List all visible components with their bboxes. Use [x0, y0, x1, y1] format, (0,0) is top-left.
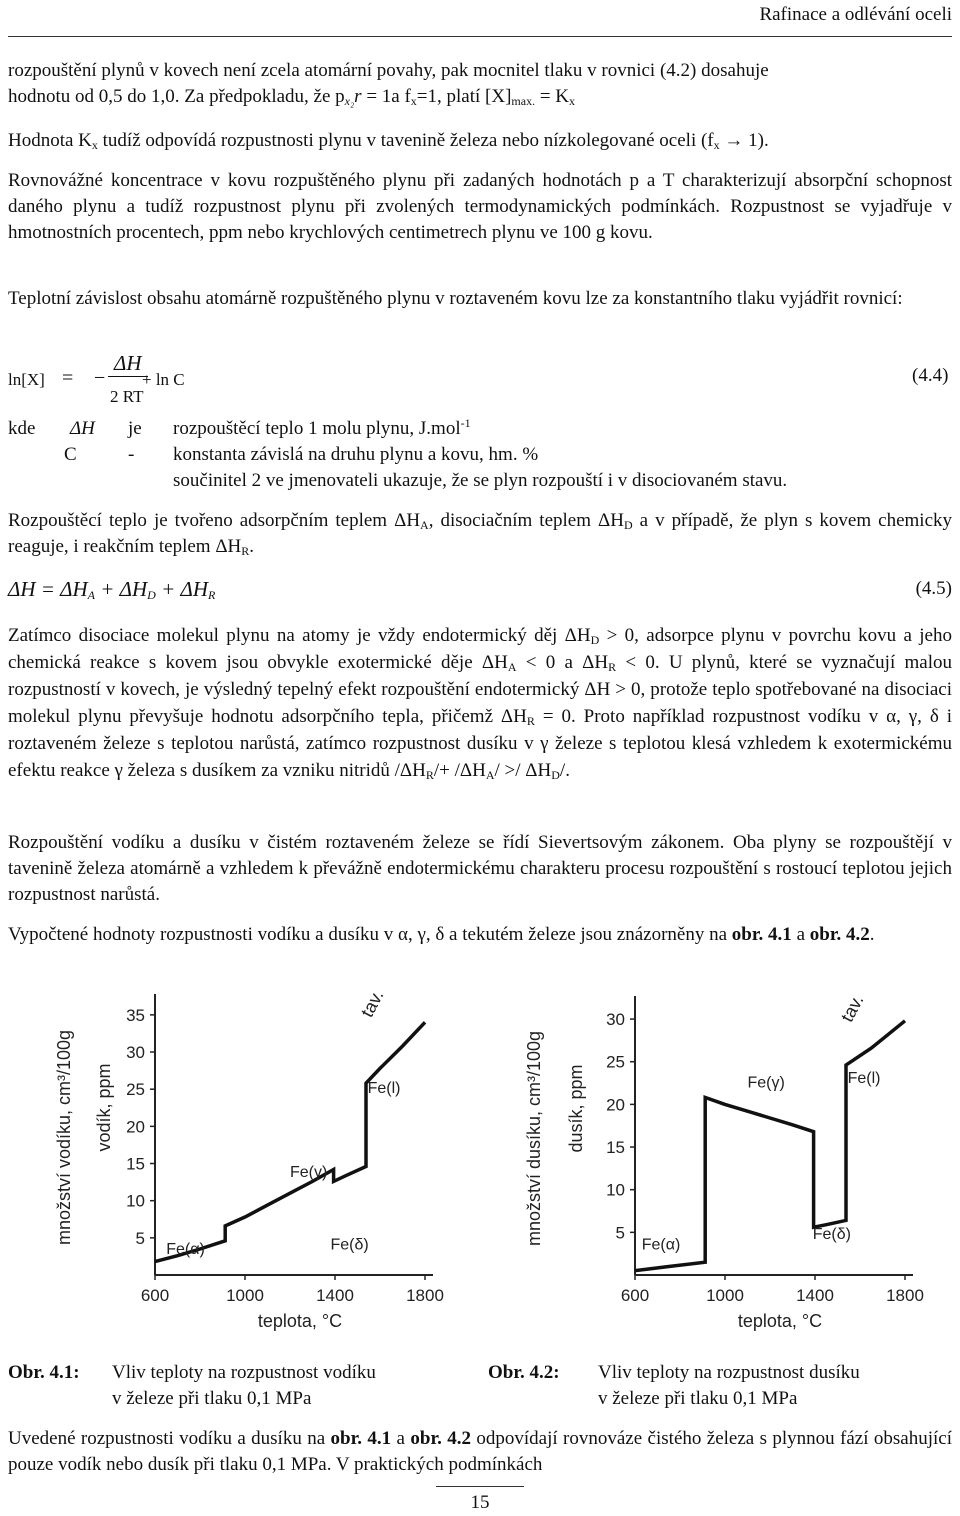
annotation: tav.	[356, 986, 388, 1021]
x-tick-label: 1000	[226, 1286, 264, 1305]
x-tick-label: 1400	[796, 1286, 834, 1305]
x-tick-label: 1800	[406, 1286, 444, 1305]
paragraph-5: Rozpouštěcí teplo je tvořeno adsorpčním teplem $\Delta H_A$, disociačním teplem $\Delta H_D$ a v případě, že plyn s kovem chemicky reaguje, i reakčním teplem $\Delta H_R$.	[8, 510, 953, 558]
x-axis-label: teplota, °C	[737, 1311, 823, 1331]
x-tick-label: 1400	[316, 1286, 354, 1305]
figure-nitrogen-solubility	[510, 990, 930, 1340]
y-tick-label: 30	[126, 1043, 145, 1063]
equation-4-5: $\Delta H = \Delta H_A + \Delta H_D + \Delta H_R$ (4.5)	[8, 577, 952, 602]
y-tick-label: 25	[126, 1080, 145, 1100]
y-tick-label: 35	[126, 1005, 145, 1025]
paragraph-7: Rozpouštění vodíku a dusíku v čistém roztaveném železe se řídí Sievertsovým zákonem. Oba plyny se rozpouštějí v tavenině železa atomárně a vzhledem k převážně endotermickému charakteru procesu rozpouštění s rostoucí teplotou jejich rozpustnost narůstá.	[8, 832, 952, 905]
y-tick-label: 30	[606, 1010, 625, 1030]
page-number-rule	[436, 1486, 524, 1487]
x-tick-label: 1000	[706, 1286, 744, 1305]
x-tick-label: 600	[140, 1286, 170, 1305]
series-line-H2	[155, 1022, 425, 1261]
y-axis-label-outer: množství dusíku, cm³/100g	[524, 1030, 544, 1247]
paragraph-9: Uvedené rozpustnosti vodíku a dusíku na obr. 4.1 a obr. 4.2 odpovídají rovnováze čistého železa s plynnou fází obsahující pouze vodík nebo dusík při tlaku 0,1 MPa. V praktických podmínkách	[8, 1428, 952, 1475]
page-header	[8, 0, 952, 37]
annotation: Fe(δ)	[812, 1226, 851, 1244]
series-line-N2	[635, 1021, 905, 1271]
annotation: Fe(γ)	[747, 1074, 785, 1092]
y-tick-label: 15	[606, 1138, 625, 1158]
figure-hydrogen-solubility	[40, 986, 444, 1340]
x-tick-label: 600	[620, 1286, 650, 1305]
annotation: Fe(δ)	[330, 1236, 369, 1254]
paragraph-3: Rovnovážné koncentrace v kovu rozpuštěného plynu při zadaných hodnotách p a T charakterizují absorpční schopnost daného plynu a tudíž rozpustnost plynu při zvolených termodynamických podmínkách. Rozpustnost se vyjadřuje v hmotnostních procentech, ppm nebo krychlových centimetrech plynu ve 100 g kovu.	[8, 170, 952, 243]
caption-fig-4-1: Obr. 4.1: Vliv teploty na rozpustnost vodíku v železe při tlaku 0,1 MPa	[8, 1362, 376, 1409]
y-axis-label-inner: vodík, ppm	[94, 1063, 114, 1152]
x-axis-label: teplota, °C	[257, 1311, 343, 1331]
y-tick-label: 15	[126, 1154, 145, 1174]
annotation: Fe(l)	[847, 1070, 881, 1088]
y-tick-label: 5	[135, 1228, 145, 1248]
y-tick-label: 20	[606, 1095, 625, 1115]
y-tick-label: 25	[606, 1052, 625, 1072]
paragraph-1: rozpouštění plynů v kovech není zcela atomární povahy, pak mocnitel tlaku v rovnici (4.2) dosahuje hodnotu od 0,5 do 1,0. Za předpokladu, že $p_{x_2}r = 1a$ $f_x=1$, platí $[X]_{max.} = K_x$	[8, 60, 769, 108]
paragraph-4: Teplotní závislost obsahu atomárně rozpuštěného plynu v roztaveném kovu lze za konstantního tlaku vyjádřit rovnicí:	[8, 288, 903, 309]
y-tick-label: 10	[126, 1191, 145, 1211]
paragraph-6: Zatímco disociace molekul plynu na atomy je vždy endotermický děj $\Delta H_D > 0$, adsorpce plynu v povrchu kovu a jeho chemická reakce s kovem jsou obvykle exotermické děje $\Delta H_A < 0$ a $\Delta H_R < 0$. U plynů, které se vyznačují malou rozpustností v kovech, je výsledný tepelný efekt rozpouštění endotermický ΔH > 0, protože teplo spotřebované na disociaci molekul plynu převyšuje hodnotu adsorpčního tepla, přičemž $\Delta H_R = 0$. Proto například rozpustnost vodíku v α, γ, δ i roztaveném železe s teplotou narůstá, zatímco rozpustnost dusíku v γ železe s teplotou klesá vzhledem k exotermickému efektu reakce γ železa s dusíkem za vzniku nitridů $/\Delta H_R/+ /\Delta H_A/ >/ \Delta H_D/$.	[8, 625, 953, 782]
header-title: Rafinace a odlévání oceli	[759, 4, 952, 25]
page-number: 15	[470, 1492, 490, 1513]
paragraph-2: Hodnota $K_x$ tudíž odpovídá rozpustnosti plynu v tavenině železa nebo nízkolegované oceli $(f_x \to 1)$.	[8, 130, 769, 152]
y-axis-label-inner: dusík, ppm	[566, 1064, 586, 1153]
y-tick-label: 10	[606, 1180, 625, 1200]
annotation: Fe(α)	[166, 1241, 205, 1259]
y-tick-label: 20	[126, 1117, 145, 1137]
annotation: Fe(α)	[641, 1236, 681, 1254]
annotation: Fe(l)	[367, 1079, 401, 1097]
x-tick-label: 1800	[886, 1286, 924, 1305]
y-tick-label: 5	[615, 1223, 625, 1243]
paragraph-8: Vypočtené hodnoty rozpustnosti vodíku a dusíku v α, γ, δ a tekutém železe jsou znázorněny na obr. 4.1 a obr. 4.2.	[8, 924, 875, 945]
annotation: tav.	[836, 991, 868, 1026]
annotation: Fe(γ)	[290, 1163, 328, 1181]
y-axis-label-outer: množství vodíku, cm³/100g	[54, 1029, 74, 1246]
caption-fig-4-2: Obr. 4.2: Vliv teploty na rozpustnost dusíku v železe při tlaku 0,1 MPa	[488, 1362, 860, 1409]
